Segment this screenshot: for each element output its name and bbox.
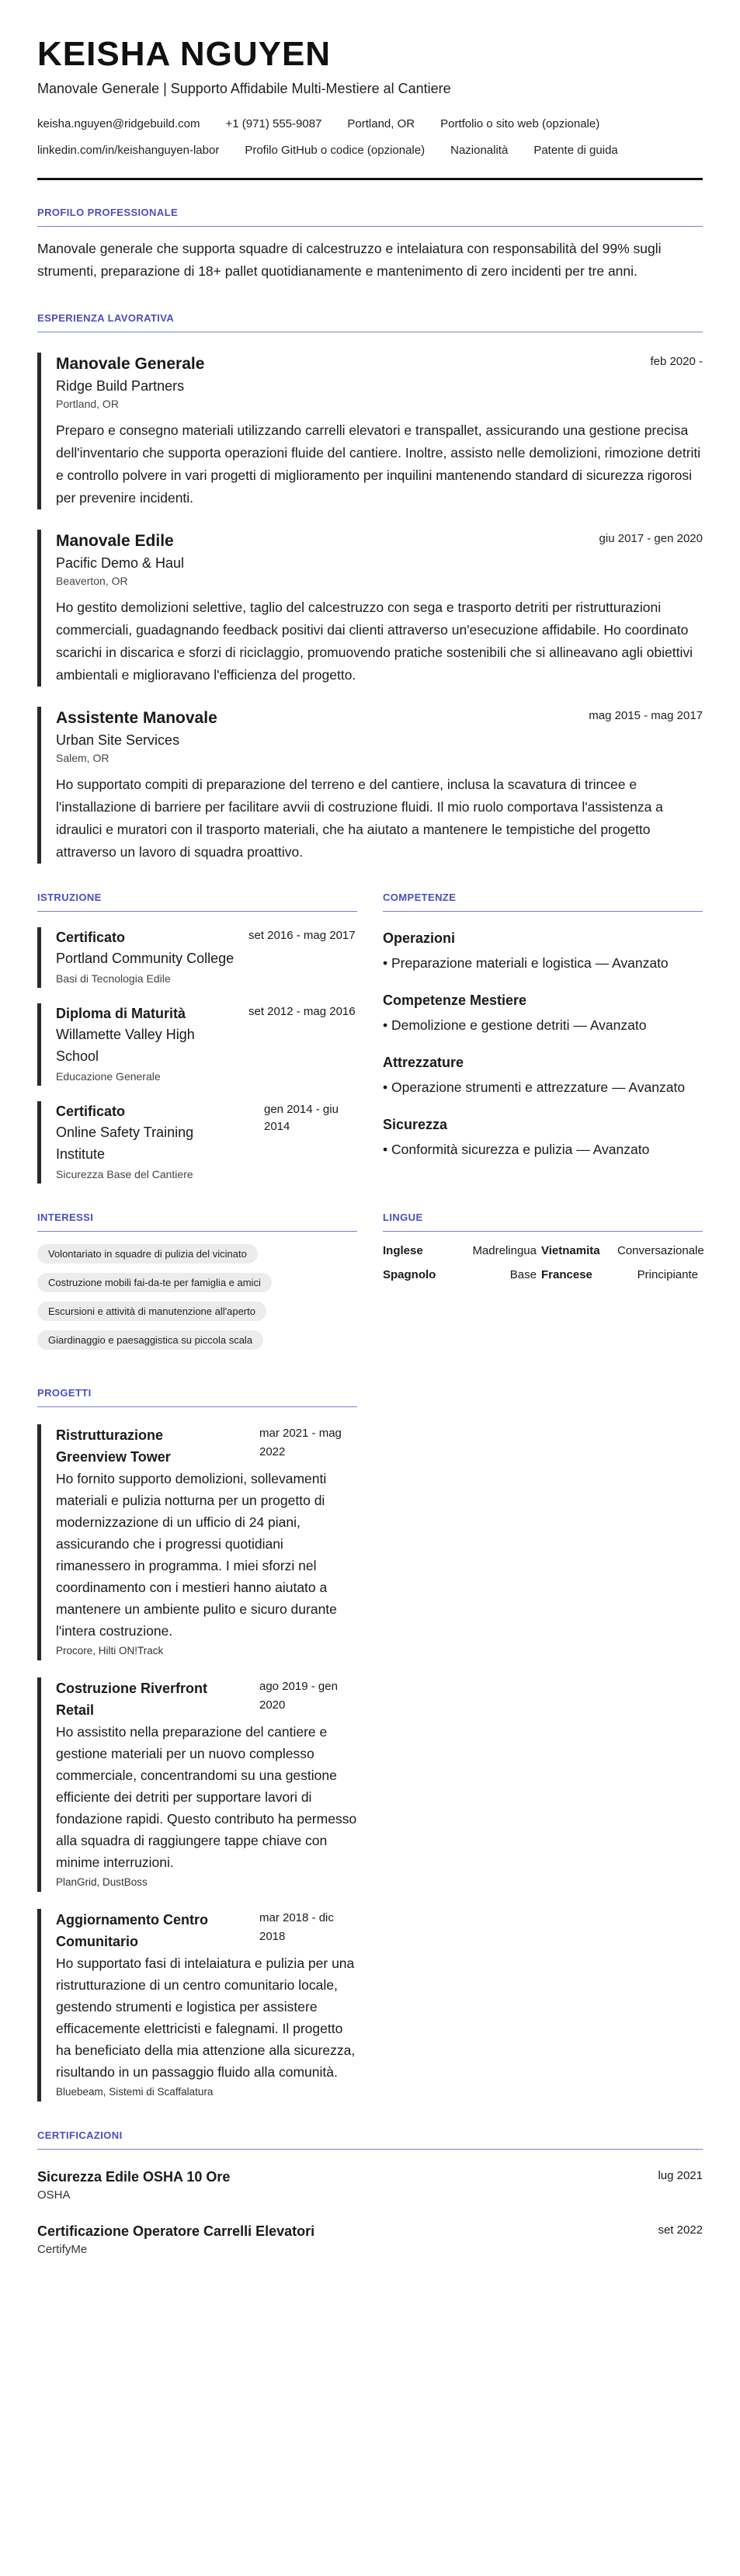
project-entry [37, 1677, 357, 1892]
job-date: giu 2017 - gen 2020 [599, 532, 703, 545]
project-date: ago 2019 - gen 2020 [259, 1680, 338, 1712]
certification-issuer: OSHA [37, 2188, 71, 2202]
certification-title: Certificazione Operatore Carrelli Elevatori [37, 2223, 315, 2239]
skill-group-name: Attrezzature [383, 1055, 464, 1070]
project-description: Ho fornito supporto demolizioni, sollevamenti materiali e pulizia notturna per un progetto di modernizzazione di un ufficio di 24 piani, assicurando che i progressi quotidiani rimanessero in programma. I miei sforzi nel coordinamento con i mestieri hanno aiutato a mantenere un ambiente pulito e sicuro durante l'intera costruzione. [56, 1471, 337, 1639]
experience-section [37, 312, 703, 864]
certification-date: set 2022 [658, 2223, 703, 2237]
skill-group-name: Operazioni [383, 930, 456, 946]
education-date: gen 2014 - giu 2014 [264, 1103, 339, 1133]
job-title: Manovale Generale [56, 355, 205, 373]
contact-github: Profilo GitHub o codice (opzionale) [245, 144, 426, 157]
interest-chips [37, 1244, 357, 1359]
languages-section [383, 1184, 703, 1359]
projects-section [37, 1387, 357, 2101]
project-tools: Bluebeam, Sistemi di Scaffalatura [56, 2086, 214, 2098]
language-level: Principiante [637, 1268, 698, 1281]
skill-group [383, 927, 703, 974]
language-grid [383, 1244, 703, 1281]
job-company: Urban Site Services [56, 732, 180, 748]
education-entry [37, 1003, 357, 1086]
skill-item: • Operazione strumenti e attrezzature — Avanzato [383, 1079, 686, 1095]
language-name: Vietnamita [541, 1244, 600, 1257]
job-description: Preparo e consegno materiali utilizzando carrelli elevatori e transpallet, assicurando una gestione precisa dell'inventario che supporta operazioni fluide del cantiere. Inoltre, assisto nelle demolizioni, rimozione detriti e controllo polvere in vari progetti di miglioramento per inquilini mantenendo standard di sicurezza rigorosi per prevenire incidenti. [56, 422, 701, 506]
candidate-headline: Manovale Generale | Supporto Affidabile Multi-Mestiere al Cantiere [37, 81, 451, 96]
job-entry [37, 353, 703, 509]
certification-entry [37, 2167, 703, 2204]
job-entry [37, 530, 703, 687]
job-company: Ridge Build Partners [56, 378, 185, 394]
section-title: PROGETTI [37, 1387, 357, 1407]
contact-license: Patente di guida [533, 144, 618, 157]
education-entry [37, 1101, 357, 1184]
job-title: Manovale Edile [56, 532, 174, 550]
job-date: feb 2020 - [650, 355, 703, 368]
certification-title: Sicurezza Edile OSHA 10 Ore [37, 2169, 231, 2185]
skill-group [383, 1052, 703, 1098]
job-description: Ho gestito demolizioni selettive, taglio del calcestruzzo con sega e trasporto detriti per ristrutturazioni commerciali, guadagnando feedback positivi dai clienti attraverso un'esecuzione affidabile. Ho coordinato scarichi in discarica e sforzi di riciclaggio, promuovendo pratiche sostenibili che si allineavano agli obiettivi ambientali e miglioravano l'efficienza del progetto. [56, 600, 693, 683]
section-title: LINGUE [383, 1212, 703, 1232]
job-title: Assistente Manovale [56, 709, 217, 727]
education-section [37, 864, 357, 1184]
contact-email: keisha.nguyen@ridgebuild.com [37, 117, 200, 130]
resume-header [37, 34, 703, 180]
education-date: set 2016 - mag 2017 [248, 929, 356, 942]
job-location: Salem, OR [56, 752, 109, 764]
education-degree: Certificato [56, 1104, 126, 1119]
project-tools: Procore, Hilti ON!Track [56, 1645, 164, 1656]
section-title: ESPERIENZA LAVORATIVA [37, 312, 703, 332]
project-tools: PlanGrid, DustBoss [56, 1876, 148, 1888]
project-description: Ho supportato fasi di intelaiatura e pulizia per una ristrutturazione di un centro comunitario locale, gestendo strumenti e logistica per assistere efficacemente elettricisti e falegnami. Il progetto ha beneficiato della mia attenzione alla sicurezza, risultando in un passaggio fluido alla comunità. [56, 1955, 356, 2080]
education-degree: Diploma di Maturità [56, 1006, 186, 1021]
contact-nationality: Nazionalità [450, 144, 509, 157]
contact-linkedin: linkedin.com/in/keishanguyen-labor [37, 144, 220, 157]
project-date: mar 2018 - dic 2018 [259, 1911, 334, 1943]
skill-group-name: Competenze Mestiere [383, 993, 527, 1008]
language-level: Base [509, 1268, 537, 1281]
job-description: Ho supportato compiti di preparazione del terreno e del cantiere, inclusa la scavatura di trincee e l'installazione di barriere per facilitare avvii di costruzione fluidi. Il mio ruolo comportava l'assistenza a idraulici e muratori con il trasporto materiali, che ha aiutato a mantenere le tempistiche del progetto attraverso un lavoro di squadra proattivo. [56, 777, 663, 860]
language-name: Spagnolo [383, 1268, 436, 1281]
certifications-section [37, 2129, 703, 2258]
language-level: Madrelingua [472, 1244, 537, 1257]
interest-chip: Escursioni e attività di manutenzione all'aperto [37, 1302, 266, 1321]
project-title: Aggiornamento Centro Comunitario [56, 1912, 208, 1949]
interests-section [37, 1184, 357, 1359]
section-title: COMPETENZE [383, 892, 703, 912]
project-description: Ho assistito nella preparazione del cantiere e gestione materiali per un nuovo complesso commerciale, concentrandomi su una gestione efficiente dei detriti per supportare lavori di fondazione rapidi. Questo contributo ha permesso alla squadra di raggiungere tappe chiave con minime interruzioni. [56, 1724, 357, 1870]
education-field: Sicurezza Base del Cantiere [56, 1168, 193, 1180]
skills-section [383, 864, 703, 1184]
education-date: set 2012 - mag 2016 [248, 1005, 356, 1018]
skill-group-name: Sicurezza [383, 1117, 448, 1132]
job-company: Pacific Demo & Haul [56, 555, 185, 571]
summary-section [37, 207, 703, 283]
job-location: Beaverton, OR [56, 575, 128, 587]
job-location: Portland, OR [56, 398, 119, 410]
skill-item: • Preparazione materiali e logistica — Avanzato [383, 955, 669, 971]
contact-location: Portland, OR [347, 117, 415, 130]
certification-date: lug 2021 [658, 2169, 703, 2182]
project-date: mar 2021 - mag 2022 [259, 1427, 342, 1458]
header-divider [37, 178, 703, 180]
skill-item: • Conformità sicurezza e pulizia — Avanzato [383, 1142, 650, 1157]
interest-chip: Giardinaggio e paesaggistica su piccola scala [37, 1330, 263, 1350]
section-title: INTERESSI [37, 1212, 357, 1232]
certification-issuer: CertifyMe [37, 2243, 88, 2256]
education-school: Portland Community College [56, 951, 235, 966]
section-title: CERTIFICAZIONI [37, 2129, 703, 2150]
language-level: Conversazionale [617, 1244, 704, 1257]
project-title: Ristrutturazione Greenview Tower [56, 1427, 171, 1465]
interest-chip: Costruzione mobili fai-da-te per famiglia e amici [37, 1273, 272, 1292]
summary-text: Manovale generale che supporta squadre di calcestruzzo e intelaiatura con responsabilità del 99% sugli strumenti, preparazione di 18+ pallet quotidianamente e mantenimento di zero incidenti per tre anni. [37, 241, 662, 279]
education-school: Willamette Valley High School [56, 1027, 195, 1064]
contact-list [37, 111, 703, 164]
education-entry [37, 927, 357, 988]
section-title: PROFILO PROFESSIONALE [37, 207, 703, 227]
job-entry [37, 707, 703, 864]
skill-item: • Demolizione e gestione detriti — Avanzato [383, 1017, 647, 1033]
language-name: Francese [541, 1268, 592, 1281]
skill-group [383, 989, 703, 1036]
project-entry [37, 1424, 357, 1660]
certification-entry [37, 2221, 703, 2258]
language-name: Inglese [383, 1244, 423, 1257]
interests-languages-row [37, 1184, 703, 1359]
project-title: Costruzione Riverfront Retail [56, 1681, 208, 1718]
contact-phone: +1 (971) 555-9087 [225, 117, 322, 130]
candidate-name: KEISHA NGUYEN [37, 35, 332, 73]
education-school: Online Safety Training Institute [56, 1125, 194, 1162]
project-entry [37, 1909, 357, 2101]
job-date: mag 2015 - mag 2017 [589, 709, 703, 722]
education-skills-row [37, 864, 703, 1184]
education-field: Basi di Tecnologia Edile [56, 972, 171, 985]
education-field: Educazione Generale [56, 1070, 161, 1083]
section-title: ISTRUZIONE [37, 892, 357, 912]
contact-portfolio: Portfolio o sito web (opzionale) [440, 117, 600, 130]
skill-group [383, 1114, 703, 1160]
interest-chip: Volontariato in squadre di pulizia del vicinato [37, 1244, 258, 1264]
education-degree: Certificato [56, 930, 126, 945]
